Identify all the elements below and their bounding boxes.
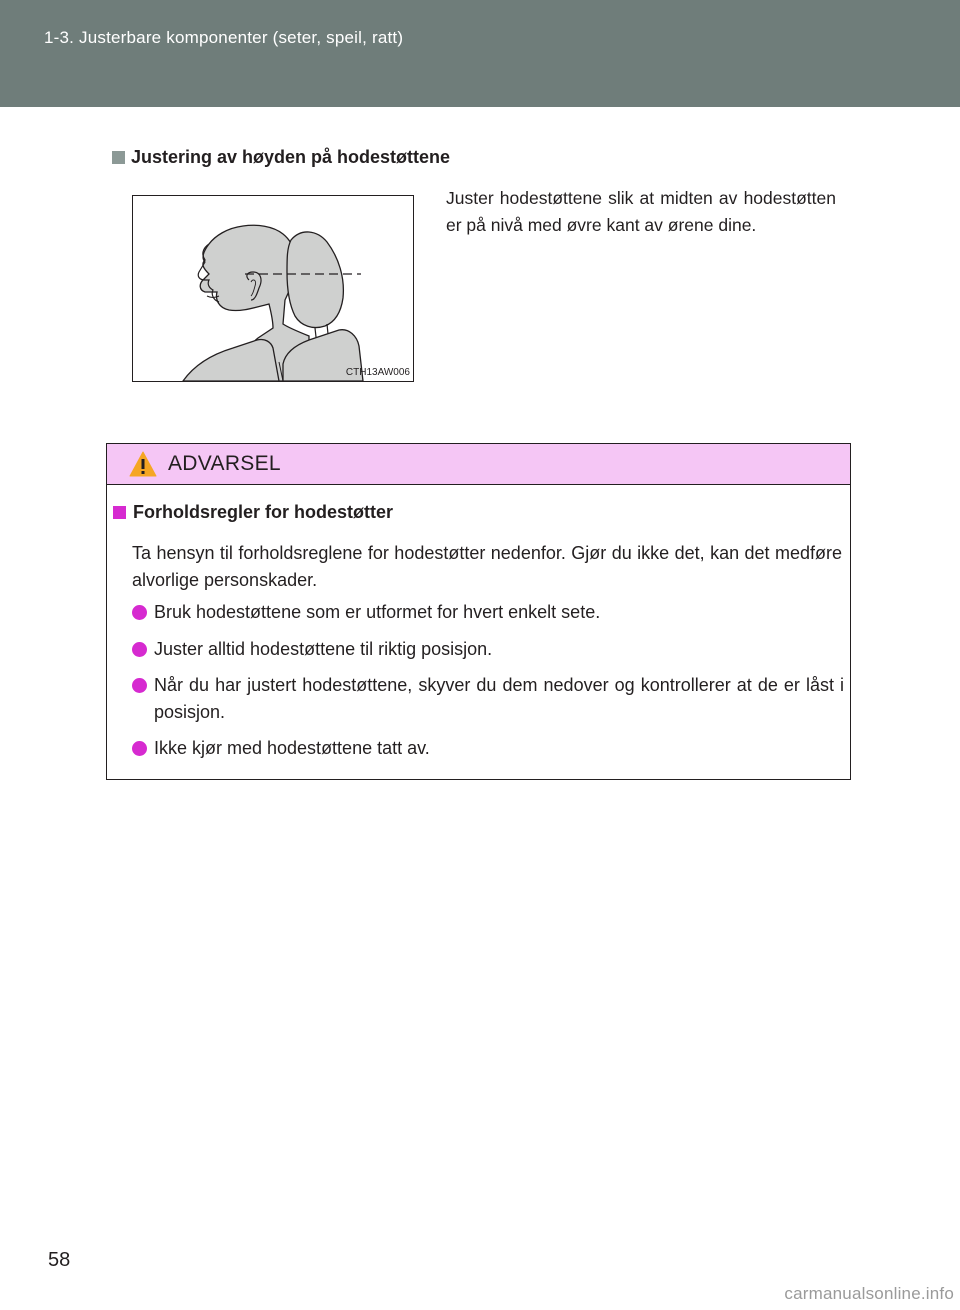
intro-paragraph: Juster hodestøttene slik at midten av hodestøtten er på nivå med øvre kant av ørene dine. (446, 188, 836, 235)
warning-heading (113, 502, 393, 523)
bullet-dot-icon (132, 605, 147, 620)
warning-paragraph: Ta hensyn til forholdsreglene for hodestøtter nedenfor. Gjør du ikke det, kan det medføre alvorlige personskader. (132, 543, 842, 590)
warning-bullet (132, 735, 844, 762)
warning-header (107, 444, 850, 485)
headrest-illustration (132, 195, 414, 382)
square-bullet-icon (112, 151, 125, 164)
head-and-headrest-drawing (133, 196, 413, 381)
warning-bullet-text: Bruk hodestøttene som er utformet for hvert enkelt sete. (154, 602, 601, 622)
chapter-title: 1-3. Justerbare komponenter (seter, speil, ratt) (44, 28, 404, 47)
square-bullet-icon (113, 506, 126, 519)
bullet-dot-icon (132, 642, 147, 657)
warning-bullet (132, 599, 844, 626)
warning-bullet (132, 636, 844, 663)
bullet-dot-icon (132, 741, 147, 756)
page-number: 58 (48, 1249, 71, 1271)
warning-triangle-icon (129, 451, 157, 477)
warning-bullet-text: Ikke kjør med hodestøttene tatt av. (154, 738, 430, 758)
warning-bullet (132, 672, 844, 726)
warning-heading-text: Forholdsregler for hodestøtter (133, 502, 394, 522)
shoulder (183, 339, 279, 381)
section-heading (112, 147, 450, 168)
headrest (287, 232, 343, 328)
warning-box (106, 443, 851, 780)
figure-code: CTH13AW006 (345, 367, 410, 378)
warning-bullet-text: Når du har justert hodestøttene, skyver du dem nedover og kontrollerer at de er låst i posisjon. (154, 675, 844, 722)
watermark: carmanualsonline.info (784, 1284, 954, 1303)
page-header (0, 0, 960, 107)
section-heading-text: Justering av høyden på hodestøttene (131, 147, 451, 167)
warning-label: ADVARSEL (168, 452, 281, 475)
warning-bullet-text: Juster alltid hodestøttene til riktig posisjon. (154, 639, 493, 659)
bullet-dot-icon (132, 678, 147, 693)
